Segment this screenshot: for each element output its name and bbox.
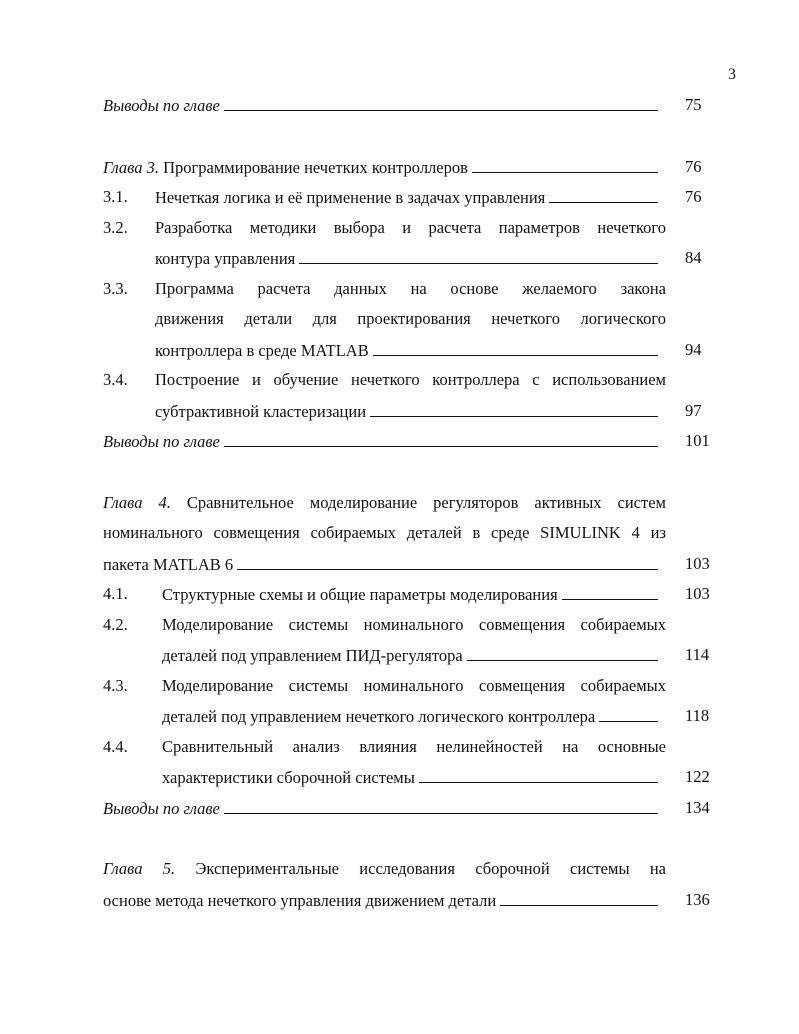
entry-text-wrap [162, 671, 666, 702]
page-ref: 122 [685, 767, 710, 786]
leader-line [562, 579, 658, 600]
entry-text-wrap [103, 152, 666, 184]
chapter-row [103, 152, 713, 183]
entry-text-wrap [155, 213, 666, 244]
leader-line [419, 762, 658, 783]
entry-text-wrap [155, 365, 666, 396]
leader-line [599, 701, 658, 722]
section-number: 4.2. [103, 614, 128, 634]
section-row [103, 213, 713, 244]
entry-text-wrap [162, 579, 666, 611]
chapter-label: Глава 5. [103, 859, 176, 878]
entry-text-wrap [103, 518, 666, 549]
entry-text-wrap [103, 426, 666, 458]
table-of-contents [103, 90, 713, 915]
chapter-row [103, 488, 713, 519]
section-title: Нечеткая логика и её применение в задачах управления [155, 188, 546, 207]
leader-line [224, 90, 658, 111]
page-ref: 103 [685, 553, 710, 573]
section-title: Разработка методики выбора и расчета параметров нечеткого [155, 217, 666, 237]
leader-line [467, 640, 658, 661]
section-title: Моделирование системы номинального совмещения собираемых [162, 675, 666, 695]
summary-label-text: Выводы по главе [103, 96, 220, 115]
leader-line [370, 396, 658, 417]
leader-line [224, 793, 658, 814]
chapter-title: пакета MATLAB 6 [103, 554, 234, 574]
summary-label [103, 427, 220, 458]
entry-text-wrap [155, 335, 666, 367]
section-row [103, 365, 713, 396]
page-ref: 76 [685, 156, 702, 176]
spacer [103, 457, 713, 488]
entry-text-wrap [103, 488, 666, 519]
section-row [103, 304, 713, 335]
section-row [103, 243, 713, 274]
leader-line [299, 243, 658, 264]
page-number: 3 [728, 66, 736, 83]
entry-text-wrap [103, 90, 666, 122]
page-ref: 76 [685, 187, 702, 206]
section-title: контроллера в среде MATLAB [155, 340, 369, 360]
chapter-title: номинального совмещения собираемых деталей в среде SIMULINK 4 из [103, 523, 666, 542]
summary-label [103, 91, 220, 122]
entry-text-wrap [103, 793, 666, 825]
summary-row [103, 426, 713, 457]
section-row [103, 274, 713, 305]
section-title: Моделирование системы номинального совмещения собираемых [162, 614, 666, 634]
section-row [103, 579, 713, 610]
section-title: Программа расчета данных на основе желаемого закона [155, 278, 666, 298]
entry-text-wrap [155, 396, 666, 428]
chapter-row [103, 518, 713, 549]
section-row [103, 671, 713, 702]
entry-text-wrap [155, 274, 666, 305]
section-title: Сравнительный анализ влияния нелинейностей на основные [162, 736, 666, 756]
section-row [103, 396, 713, 427]
entry-text-wrap [155, 243, 666, 275]
entry-text-wrap [162, 640, 666, 672]
entry-text-wrap [103, 549, 666, 581]
page-ref: 114 [685, 645, 710, 664]
section-title: контура управления [155, 249, 296, 268]
section-row [103, 762, 713, 793]
leader-line [224, 426, 658, 447]
page-ref: 75 [685, 95, 702, 114]
chapter-label: Глава 4. [103, 492, 171, 512]
spacer [103, 823, 713, 854]
chapter-row [103, 885, 713, 916]
section-number: 4.3. [103, 675, 128, 695]
section-number: 4.1. [103, 584, 128, 603]
chapter-title: Глава 5. Экспериментальные исследования сборочной системы на [103, 859, 666, 878]
chapter-label: Глава 3. [103, 157, 159, 177]
section-number: 3.1. [103, 187, 128, 206]
section-title: деталей под управлением ПИД-регулятора [162, 646, 463, 665]
entry-text-wrap [155, 182, 666, 214]
section-title: движения детали для проектирования нечеткого логического [155, 309, 666, 328]
entry-text-wrap [103, 854, 666, 885]
page-ref: 118 [685, 706, 710, 725]
section-title: Построение и обучение нечеткого контроллера с использованием [155, 370, 666, 389]
section-row [103, 610, 713, 641]
section-row [103, 335, 713, 366]
section-title: субтрактивной кластеризации [155, 401, 367, 421]
summary-label-text: Выводы по главе [103, 798, 220, 818]
page-ref: 94 [685, 339, 702, 359]
leader-line [472, 152, 658, 173]
summary-label-text: Выводы по главе [103, 432, 220, 451]
summary-row [103, 793, 713, 824]
chapter-title: Глава 3. Программирование нечетких контроллеров [103, 157, 468, 177]
section-row [103, 732, 713, 763]
chapter-row [103, 549, 713, 580]
leader-line [373, 335, 658, 356]
section-title: Структурные схемы и общие параметры моделирования [162, 585, 558, 604]
summary-label [103, 794, 220, 825]
section-number: 4.4. [103, 736, 128, 756]
entry-text-wrap [162, 732, 666, 763]
entry-text-wrap [162, 762, 666, 794]
page-ref: 97 [685, 400, 702, 420]
summary-row [103, 90, 713, 121]
chapter-title: основе метода нечеткого управления движением детали [103, 890, 497, 910]
spacer [103, 121, 713, 152]
page-ref: 101 [685, 431, 710, 450]
entry-text-wrap [103, 885, 666, 917]
page-ref: 84 [685, 248, 702, 267]
section-row [103, 701, 713, 732]
section-row [103, 640, 713, 671]
chapter-title: Глава 4. Сравнительное моделирование регуляторов активных систем [103, 492, 666, 512]
entry-text-wrap [155, 304, 666, 335]
section-number: 3.3. [103, 278, 128, 298]
page-ref: 136 [685, 889, 710, 909]
page-ref: 134 [685, 797, 710, 817]
leader-line [549, 182, 658, 203]
entry-text-wrap [162, 610, 666, 641]
section-row [103, 182, 713, 213]
section-number: 3.4. [103, 370, 128, 389]
entry-text-wrap [162, 701, 666, 733]
page-ref: 103 [685, 584, 710, 603]
section-title: деталей под управлением нечеткого логического контроллера [162, 707, 596, 726]
leader-line [500, 885, 658, 906]
leader-line [237, 549, 658, 570]
chapter-row [103, 854, 713, 885]
section-number: 3.2. [103, 217, 128, 237]
section-title: характеристики сборочной системы [162, 768, 415, 787]
